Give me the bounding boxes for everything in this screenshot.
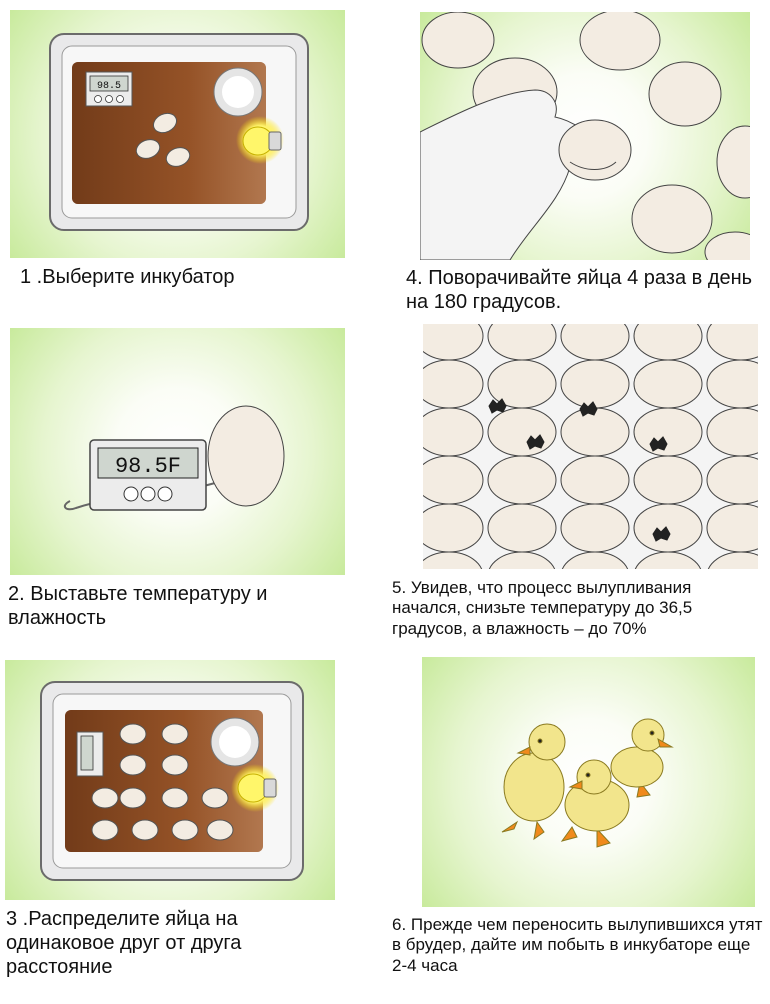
egg [162, 724, 188, 744]
egg [561, 456, 629, 504]
egg [488, 456, 556, 504]
egg [707, 324, 758, 360]
egg [561, 504, 629, 552]
step-5-caption: 5. Увидев, что процесс вылупливания начался, снизьте температуру до 36,5 градусов, а влажность – до 70% [392, 578, 693, 638]
egg [634, 408, 702, 456]
egg [634, 360, 702, 408]
egg [423, 360, 483, 408]
egg [423, 456, 483, 504]
egg [561, 360, 629, 408]
step-6-caption: 6. Прежде чем переносить вылупившихся утят в брудер, дайте им побыть в инкубаторе еще 2-4 часа [392, 915, 763, 975]
step-1-caption: 1 .Выберите инкубатор [20, 266, 235, 288]
step-5-illustration [423, 324, 758, 569]
egg [172, 820, 198, 840]
egg [634, 504, 702, 552]
egg [120, 755, 146, 775]
step-6-illustration [422, 657, 755, 907]
egg [423, 552, 483, 569]
egg [423, 324, 483, 360]
thermometer-display-small: 98.5 [96, 81, 122, 92]
egg [423, 408, 483, 456]
egg [707, 360, 758, 408]
egg [707, 504, 758, 552]
duckling-right [611, 719, 672, 797]
step-3-caption: 3 .Распределите яйца на одинаковое друг от друга расстояние [6, 908, 242, 978]
egg [707, 456, 758, 504]
thermometer-display-large: 98.5F [114, 454, 182, 479]
egg [707, 408, 758, 456]
egg [488, 360, 556, 408]
step-4-caption: 4. Поворачивайте яйца 4 раза в день на 180 градусов. [406, 267, 753, 313]
egg [488, 504, 556, 552]
step-2-illustration [10, 328, 345, 575]
egg [132, 820, 158, 840]
egg [207, 820, 233, 840]
egg [707, 552, 758, 569]
step-2-caption: 2. Выставьте температуру и влажность [8, 583, 268, 629]
step-4-illustration [420, 12, 750, 260]
egg [92, 788, 118, 808]
step-3-illustration [5, 660, 335, 900]
egg [561, 408, 629, 456]
egg [92, 820, 118, 840]
egg [488, 552, 556, 569]
egg [162, 755, 188, 775]
egg [423, 504, 483, 552]
egg [488, 408, 556, 456]
egg [162, 788, 188, 808]
egg [488, 324, 556, 360]
egg [120, 788, 146, 808]
egg [634, 456, 702, 504]
egg [202, 788, 228, 808]
egg [120, 724, 146, 744]
egg [561, 324, 629, 360]
duckling-left [502, 724, 565, 839]
step-1-illustration [10, 10, 345, 258]
egg [634, 324, 702, 360]
egg [634, 552, 702, 569]
egg [561, 552, 629, 569]
